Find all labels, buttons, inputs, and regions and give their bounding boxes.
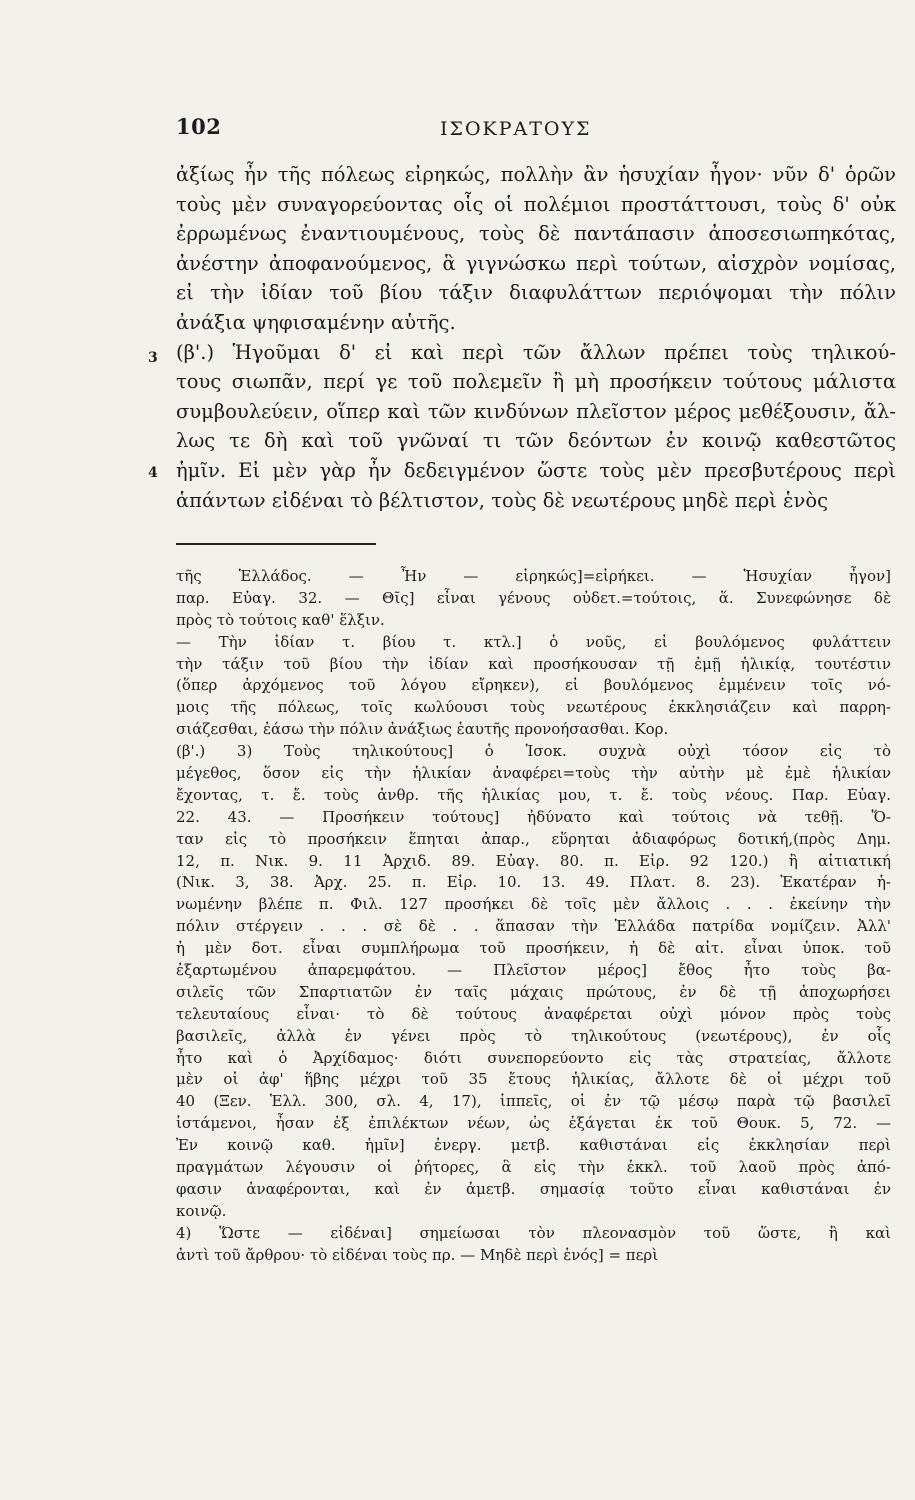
- note-line: ἡ μὲν δοτ. εἶναι συμπλήρωμα τοῦ προσήκειν, ἡ δὲ αἰτ. εἶναι ὑποκ. τοῦ: [176, 939, 891, 958]
- note-line: ταν εἰς τὸ προσήκειν ἕπηται ἀπαρ., εὕρηται ἀδιαφόρως δοτική,(πρὸς Δημ.: [176, 829, 891, 848]
- note-line: — Τὴν ἰδίαν τ. βίου τ. κτλ.] ὁ νοῦς, εἰ βουλόμενος φυλάττειν: [176, 632, 891, 651]
- running-title: ΙΣΟΚΡΑΤΟΥΣ: [440, 118, 592, 140]
- note-line: ἦτο καὶ ὁ Ἀρχίδαμος· διότι συνεπορεύοντο εἰς τὰς στρατείας, ἄλλοτε: [176, 1048, 891, 1067]
- section-marker-3: 3: [148, 350, 158, 366]
- note-line: 40 (Ξεν. Ἑλλ. 300, σλ. 4, 17), ἱππεῖς, οἱ ἐν τῷ μέσῳ παρὰ τῷ βασιλεῖ: [176, 1092, 891, 1111]
- note-line: ἀντὶ τοῦ ἄρθρου· τὸ εἰδέναι τοὺς πρ. — Μηδὲ περὶ ἑνός] = περὶ: [176, 1245, 659, 1264]
- note-line: σιλεῖς τῶν Σπαρτιατῶν ἐν ταῖς μάχαις πρώτους, ἐν δὲ τῇ ἀποχωρήσει: [176, 982, 891, 1001]
- text-line: τους σιωπᾶν, περί γε τοῦ πολεμεῖν ἢ μὴ προσήκειν τούτους μάλιστα: [176, 370, 896, 394]
- commentary-notes: [176, 566, 891, 1267]
- note-line: μὲν οἱ ἀφ' ἥβης μέχρι τοῦ 35 ἔτους ἡλικίας, ἄλλοτε δὲ οἱ μέχρι τοῦ: [176, 1070, 891, 1089]
- text-line: τοὺς μὲν συναγορεύοντας οἷς οἱ πολέμιοι προστάττουσι, τοὺς δ' οὐκ: [176, 192, 896, 216]
- note-line: Ἐν κοινῷ καθ. ἡμῖν] ἐνεργ. μετβ. καθιστάναι εἰς ἐκκλησίαν περὶ: [176, 1136, 891, 1155]
- note-line: μέγεθος, ὅσον εἰς τὴν ἡλικίαν ἀναφέρει=τοὺς τὴν αὐτὴν μὲ ἐμὲ ἡλικίαν: [176, 764, 891, 783]
- text-line: ἀνάξια ψηφισαμένην αὑτῆς.: [176, 310, 456, 334]
- text-line: λως τε δὴ καὶ τοῦ γνῶναί τι τῶν δεόντων ἐν κοινῷ καθεστῶτος: [176, 429, 896, 453]
- main-text: [176, 160, 896, 515]
- note-line: (β'.) 3) Τοὺς τηλικούτους] ὁ Ἰσοκ. συχνὰ οὐχὶ τόσον εἰς τὸ: [176, 742, 891, 761]
- note-line: (Νικ. 3, 38. Ἀρχ. 25. π. Εἰρ. 10. 13. 49. Πλατ. 8. 23). Ἑκατέραν ἡ-: [176, 873, 891, 892]
- note-line: κοινῷ.: [176, 1201, 227, 1220]
- note-line: τῆς Ἑλλάδος. — Ἦν — εἰρηκώς]=εἰρήκει. — Ἡσυχίαν ἦγον]: [176, 567, 891, 585]
- section-marker-4: 4: [148, 465, 158, 481]
- note-line: τελευταίους εἶναι· τὸ δὲ τούτους ἀναφέρεται οὐχὶ μόνον πρὸς τοὺς: [176, 1004, 891, 1023]
- text-line: ἐρρωμένως ἐναντιουμένους, τοὺς δὲ παντάπασιν ἀποσεσιωπηκότας,: [176, 222, 896, 246]
- note-line: τὴν τάξιν τοῦ βίου τὴν ἰδίαν καὶ προσήκουσαν τῇ ἐμῇ ἡλικίᾳ, τουτέστιν: [176, 654, 891, 673]
- text-line: ἀνέστην ἀποφανούμενος, ἃ γιγνώσκω περὶ τούτων, αἰσχρὸν νομίσας,: [176, 251, 896, 275]
- footnote-separator: [176, 543, 376, 545]
- text-line: ἡμῖν. Εἰ μὲν γὰρ ἦν δεδειγμένον ὥστε τοὺς μὲν πρεσβυτέρους περὶ: [176, 458, 896, 482]
- note-line: πρὸς τὸ τούτοις καθ' ἕλξιν.: [176, 610, 385, 629]
- note-line: ἱστάμενοι, ἦσαν ἐξ ἐπιλέκτων νέων, ὡς ἐξάγεται ἐκ τοῦ Θουκ. 5, 72. —: [176, 1114, 891, 1133]
- note-line: φασιν ἀναφέρονται, καὶ ἐν ἀμετβ. σημασίᾳ τοῦτο εἶναι καθιστάναι ἐν: [176, 1179, 891, 1198]
- text-line: εἰ τὴν ἰδίαν τοῦ βίου τάξιν διαφυλάττων περιόψομαι τὴν πόλιν: [176, 281, 896, 305]
- note-line: πόλιν στέργειν . . . σὲ δὲ . . ἅπασαν τὴν Ἑλλάδα πατρίδα νομίζειν. Ἀλλ': [176, 917, 891, 936]
- note-line: (ὅπερ ἀρχόμενος τοῦ λόγου εἴρηκεν), εἰ βουλόμενος ἐμμένειν τοῖς νό-: [176, 676, 891, 695]
- note-line: παρ. Εὐαγ. 32. — Θῖς] εἶναι γένους οὐδετ.=τούτοις, ἅ. Συνεφώνησε δὲ: [176, 588, 891, 607]
- text-line: ἀξίως ἦν τῆς πόλεως εἰρηκώς, πολλὴν ἂν ἡσυχίαν ἦγον· νῦν δ' ὁρῶν: [176, 163, 896, 186]
- note-line: ἐξαρτωμένου ἀπαρεμφάτου. — Πλεῖστον μέρος] ἔθος ἦτο τοὺς βα-: [176, 961, 891, 980]
- text-line: ἁπάντων εἰδέναι τὸ βέλτιστον, τοὺς δὲ νεωτέρους μηδὲ περὶ ἑνὸς: [176, 488, 828, 512]
- note-line: 22. 43. — Προσήκειν τούτους] ἠδύνατο καὶ τούτοις νὰ τεθῇ. Ὅ-: [176, 807, 891, 826]
- text-line: συμβουλεύειν, οἵπερ καὶ τῶν κινδύνων πλεῖστον μέρος μεθέξουσιν, ἄλ-: [176, 399, 896, 423]
- note-line: νωμένην βλέπε π. Φιλ. 127 προσήκει δὲ τοῖς μὲν ἄλλοις . . . ἐκείνην τὴν: [176, 895, 891, 914]
- note-line: μοις τῆς πόλεως, τοῖς κωλύουσι τοὺς νεωτέρους ἐκκλησιάζειν καὶ παρρη-: [176, 698, 891, 717]
- text-line: (β'.) Ἡγοῦμαι δ' εἰ καὶ περὶ τῶν ἄλλων πρέπει τοὺς τηλικού-: [176, 340, 896, 364]
- page-number: 102: [176, 114, 222, 139]
- note-line: σιάζεσθαι, ἐάσω τὴν πόλιν ἀνάξιως ἑαυτῆς προνοήσασθαι. Κορ.: [176, 720, 669, 739]
- note-line: ἔχοντας, τ. ἔ. τοὺς ἀνθρ. τῆς ἡλικίας μου, τ. ἔ. τοὺς νέους. Παρ. Εὐαγ.: [176, 785, 891, 804]
- note-line: βασιλεῖς, ἀλλὰ ἐν γένει πρὸς τὸ τηλικούτους (νεωτέρους), ἐν οἷς: [176, 1026, 891, 1045]
- note-line: 12, π. Νικ. 9. 11 Ἀρχιδ. 89. Εὐαγ. 80. π. Εἰρ. 92 120.) ἢ αἰτιατική: [176, 851, 891, 870]
- note-line: πραγμάτων λέγουσιν οἱ ῥήτορες, ἃ εἰς τὴν ἐκκλ. τοῦ λαοῦ πρὸς ἀπό-: [176, 1158, 891, 1177]
- note-line: 4) Ὥστε — εἰδέναι] σημείωσαι τὸν πλεονασμὸν τοῦ ὥστε, ἢ καὶ: [176, 1223, 891, 1242]
